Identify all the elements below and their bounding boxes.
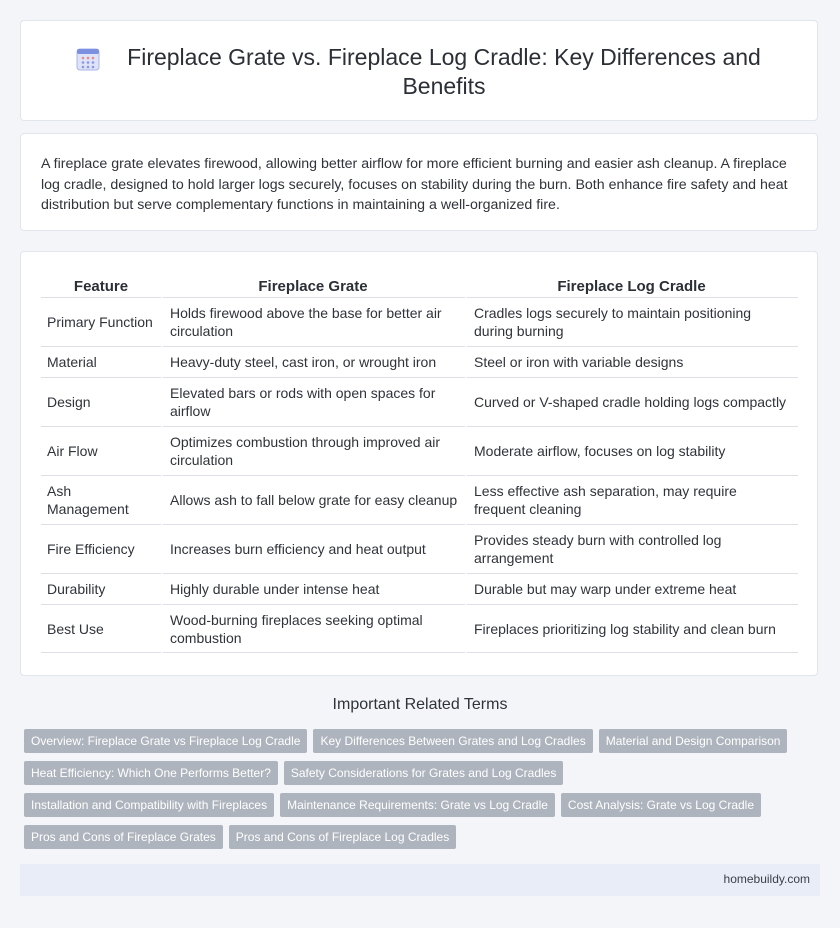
comparison-table — [41, 275, 798, 653]
footer — [20, 864, 820, 896]
table-row — [41, 297, 798, 346]
table-cell-feature: Primary Function — [41, 297, 161, 346]
related-term-tag[interactable]: Maintenance Requirements: Grate vs Log Cradle — [280, 793, 555, 817]
table-cell-grate: Wood-burning fireplaces seeking optimal combustion — [161, 604, 465, 653]
table-cell-feature: Fire Efficiency — [41, 524, 161, 573]
table-cell-cradle: Cradles logs securely to maintain positioning during burning — [465, 297, 798, 346]
table-cell-feature: Material — [41, 346, 161, 377]
table-cell-cradle: Less effective ash separation, may require frequent cleaning — [465, 475, 798, 524]
table-cell-grate: Increases burn efficiency and heat output — [161, 524, 465, 573]
table-cell-feature: Design — [41, 377, 161, 426]
table-row — [41, 346, 798, 377]
table-row — [41, 377, 798, 426]
header-cradle: Fireplace Log Cradle — [557, 277, 706, 295]
table-cell-cradle: Curved or V-shaped cradle holding logs compactly — [465, 377, 798, 426]
tag-row — [24, 729, 804, 761]
related-term-tag[interactable]: Key Differences Between Grates and Log Cradles — [313, 729, 592, 753]
header-feature: Feature — [73, 277, 129, 295]
table-header-row — [41, 275, 798, 297]
intro-text: A fireplace grate elevates firewood, allowing better airflow for more efficient burning and easier ash cleanup. A fireplace log cradle, designed to hold larger logs securely, focuses on stability during the burn. Both enhance fire safety and heat distribution but serve complementary functions in maintaining a well-organized fire. — [41, 156, 788, 213]
title-card — [20, 20, 818, 121]
table-cell-grate: Highly durable under intense heat — [161, 573, 465, 604]
header-grate: Fireplace Grate — [258, 277, 368, 295]
table-row — [41, 524, 798, 573]
table-cell-feature: Ash Management — [41, 475, 161, 524]
page-title: Fireplace Grate vs. Fireplace Log Cradle: Key Differences and Benefits — [127, 44, 761, 99]
table-cell-cradle: Durable but may warp under extreme heat — [465, 573, 798, 604]
tag-row — [24, 793, 804, 825]
table-row — [41, 475, 798, 524]
table-cell-feature: Air Flow — [41, 426, 161, 475]
table-cell-feature: Best Use — [41, 604, 161, 653]
comparison-card — [20, 251, 818, 676]
table-cell-grate: Holds firewood above the base for better air circulation — [161, 297, 465, 346]
related-term-tag[interactable]: Pros and Cons of Fireplace Log Cradles — [229, 825, 456, 849]
table-cell-cradle: Steel or iron with variable designs — [465, 346, 798, 377]
calendar-icon — [75, 46, 101, 72]
table-row — [41, 573, 798, 604]
table-cell-cradle: Moderate airflow, focuses on log stability — [465, 426, 798, 475]
related-terms-list — [24, 729, 804, 857]
table-cell-cradle: Provides steady burn with controlled log arrangement — [465, 524, 798, 573]
footer-site-link[interactable]: homebuildy.com — [723, 872, 810, 886]
related-term-tag[interactable]: Pros and Cons of Fireplace Grates — [24, 825, 223, 849]
table-cell-cradle: Fireplaces prioritizing log stability and clean burn — [465, 604, 798, 653]
related-term-tag[interactable]: Material and Design Comparison — [599, 729, 788, 753]
related-term-tag[interactable]: Safety Considerations for Grates and Log Cradles — [284, 761, 563, 785]
table-row — [41, 604, 798, 653]
tag-row — [24, 761, 804, 793]
table-cell-grate: Optimizes combustion through improved air circulation — [161, 426, 465, 475]
table-row — [41, 426, 798, 475]
related-term-tag[interactable]: Overview: Fireplace Grate vs Fireplace Log Cradle — [24, 729, 307, 753]
intro-card — [20, 133, 818, 231]
related-term-tag[interactable]: Installation and Compatibility with Fireplaces — [24, 793, 274, 817]
related-term-tag[interactable]: Cost Analysis: Grate vs Log Cradle — [561, 793, 761, 817]
table-cell-grate: Elevated bars or rods with open spaces for airflow — [161, 377, 465, 426]
table-cell-grate: Allows ash to fall below grate for easy cleanup — [161, 475, 465, 524]
related-terms-title: Important Related Terms — [332, 696, 508, 713]
tag-row — [24, 825, 804, 857]
table-cell-grate: Heavy-duty steel, cast iron, or wrought iron — [161, 346, 465, 377]
table-cell-feature: Durability — [41, 573, 161, 604]
related-term-tag[interactable]: Heat Efficiency: Which One Performs Better? — [24, 761, 278, 785]
